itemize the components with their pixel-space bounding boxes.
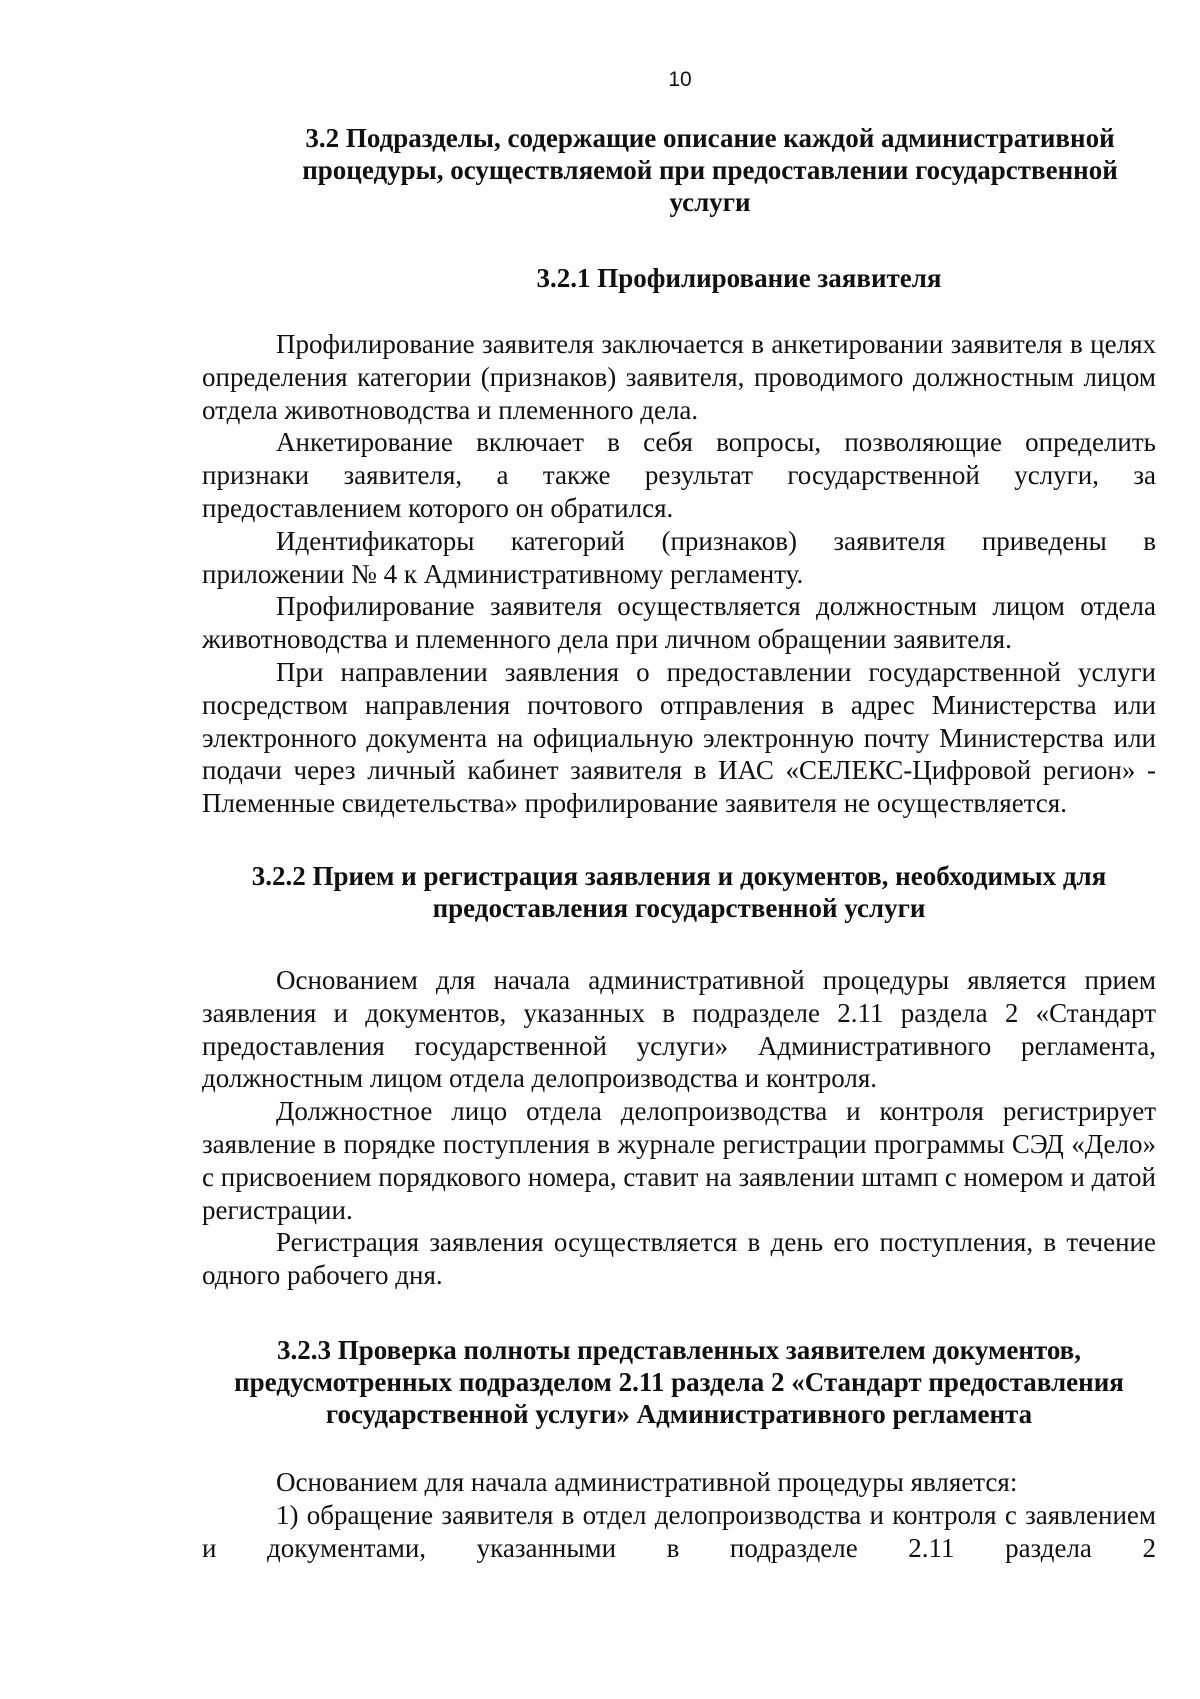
section-3-2-1-heading: 3.2.1 Профилирование заявителя <box>536 263 942 293</box>
paragraph: Анкетирование включает в себя вопросы, позволяющие определить признаки заявителя, а также результат государственной услуги, за предоставлением которого он обратился. <box>202 427 1156 523</box>
paragraph: 1) обращение заявителя в отдел делопроизводства и контроля с заявлением и документами, указанными в подразделе 2.11 раздела 2 <box>202 1499 1156 1563</box>
section-3-2-2-body <box>202 964 1156 1292</box>
section-3-2-heading: 3.2 Подразделы, содержащие описание каждой административной процедуры, осуществляемой при предоставлении государственной услуги <box>302 123 1118 217</box>
paragraph: Должностное лицо отдела делопроизводства и контроля регистрирует заявление в порядке поступления в журнале регистрации программы СЭД «Дело» с присвоением порядкового номера, ставит на заявлении штамп с номером и датой регистрации. <box>202 1096 1156 1225</box>
paragraph: Основанием для начала административной процедуры является: <box>276 1466 1018 1497</box>
section-3-2-2-heading: 3.2.2 Прием и регистрация заявления и документов, необходимых для предоставления государственной услуги <box>251 860 1107 923</box>
document-body <box>202 122 1156 1564</box>
section-3-2-3-heading: 3.2.3 Проверка полноты представленных заявителем документов, предусмотренных подразделом 2.11 раздела 2 «Стандарт предоставления государственной услуги» Административного регламента <box>234 1334 1124 1429</box>
paragraph: Профилирование заявителя осуществляется должностным лицом отдела животноводства и племенного дела при личном обращении заявителя. <box>202 591 1156 655</box>
paragraph: Основанием для начала административной процедуры является прием заявления и документов, указанных в подразделе 2.11 раздела 2 «Стандарт предоставления государственной услуги» Административного регламента, должностным лицом отдела делопроизводства и контроля. <box>202 964 1156 1094</box>
paragraph: Идентификаторы категорий (признаков) заявителя приведены в приложении № 4 к Административному регламенту. <box>202 525 1156 589</box>
paragraph: Профилирование заявителя заключается в анкетировании заявителя в целях определения категории (признаков) заявителя, проводимого должностным лицом отдела животноводства и племенного дела. <box>202 329 1156 425</box>
paragraph: При направлении заявления о предоставлении государственной услуги посредством направления почтового отправления в адрес Министерства или электронного документа на официальную электронную почту Министерства или подачи через личный кабинет заявителя в ИАС «СЕЛЕКС-Цифровой регион» - Племенные свидетельства» профилирование заявителя не осуществляется. <box>202 656 1156 819</box>
section-3-2-3-body <box>202 1466 1156 1564</box>
page-number: 10 <box>668 68 692 91</box>
section-3-2-1-body <box>202 328 1156 820</box>
paragraph: Регистрация заявления осуществляется в день его поступления, в течение одного рабочего дня. <box>202 1227 1156 1291</box>
